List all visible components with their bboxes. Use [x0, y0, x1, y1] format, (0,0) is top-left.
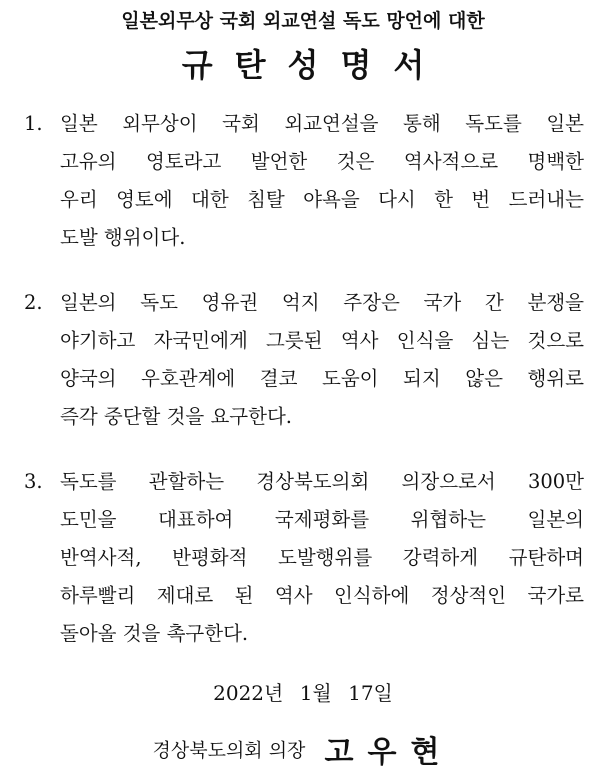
- item-line: 야기하고 자국민에게 그릇된 역사 인식을 심는 것으로: [60, 329, 584, 352]
- item-text: [60, 284, 584, 436]
- item-line: 독도를 관할하는 경상북도의회 의장으로서 300만: [60, 470, 584, 493]
- item-line: 도발 행위이다.: [60, 226, 186, 249]
- item-line: 하루빨리 제대로 된 역사 인식하에 정상적인 국가로: [60, 584, 584, 607]
- statement-item-2: [24, 284, 584, 436]
- item-line: 우리 영토에 대한 침탈 야욕을 다시 한 번 드러내는: [60, 188, 584, 211]
- statement-list: [24, 105, 584, 680]
- item-text: [60, 463, 584, 653]
- item-line: 도민을 대표하여 국제평화를 위협하는 일본의: [60, 508, 584, 531]
- statement-item-1: [24, 105, 584, 257]
- item-line: 양국의 우호관계에 결코 도움이 되지 않은 행위로: [60, 367, 584, 390]
- item-line: 일본 외무상이 국회 외교연설을 통해 독도를 일본: [60, 112, 584, 135]
- item-line: 즉각 중단할 것을 요구한다.: [60, 405, 293, 428]
- statement-item-3: [24, 463, 584, 653]
- signatory-name: 고우현: [324, 735, 454, 770]
- item-line: 돌아올 것을 촉구한다.: [60, 622, 249, 645]
- item-number: 3.: [24, 470, 43, 493]
- document-subtitle: 일본외무상 국회 외교연설 독도 망언에 대한: [121, 10, 485, 32]
- signatory-role: 경상북도의회 의장: [152, 739, 306, 762]
- item-text: [60, 105, 584, 257]
- signature-block: [0, 727, 606, 771]
- item-number: 2.: [24, 291, 43, 314]
- item-number: 1.: [24, 112, 43, 135]
- document-date: 2022년 1월 17일: [213, 681, 393, 705]
- document-title: 규탄성명서: [181, 46, 447, 84]
- item-line: 반역사적, 반평화적 도발행위를 강력하게 규탄하며: [60, 546, 584, 569]
- item-line: 고유의 영토라고 발언한 것은 역사적으로 명백한: [60, 150, 584, 173]
- item-line: 일본의 독도 영유권 억지 주장은 국가 간 분쟁을: [60, 291, 584, 314]
